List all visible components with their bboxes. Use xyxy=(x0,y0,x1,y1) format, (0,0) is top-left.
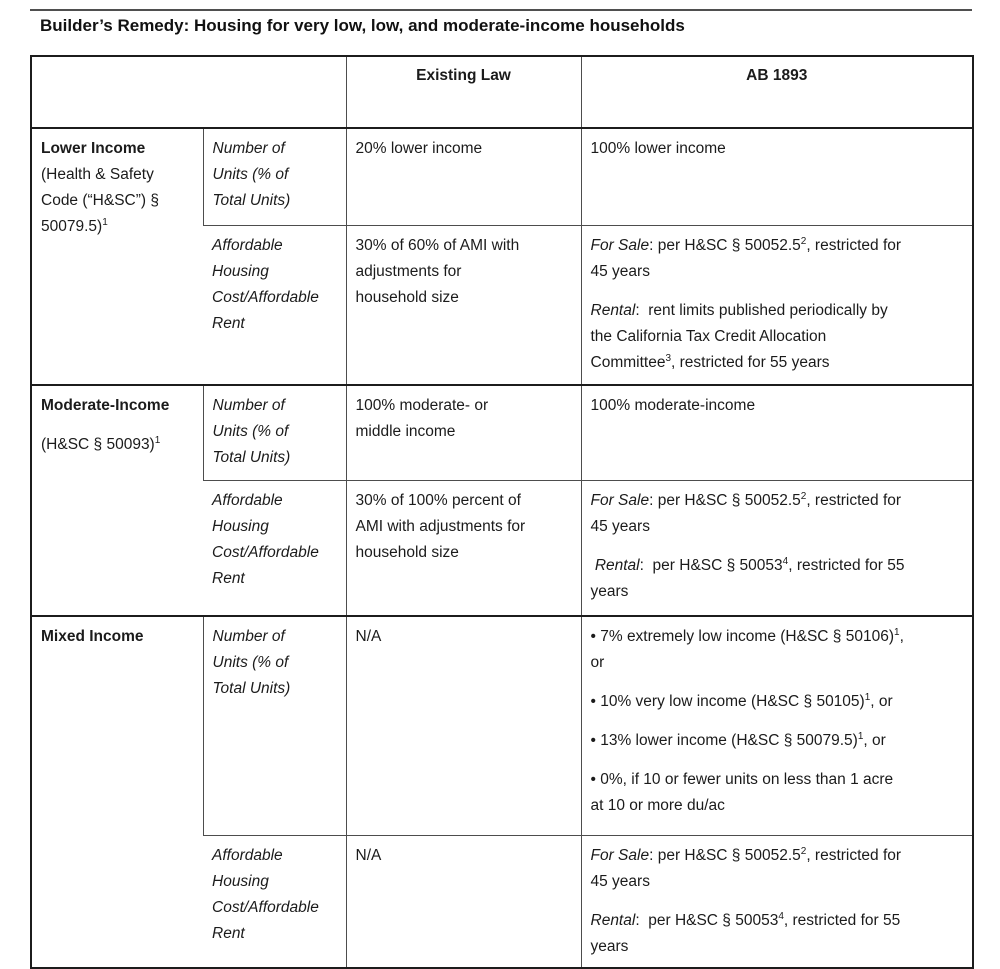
cell-moderate-income-label: Moderate-Income (H&SC § 50093)$^1$ xyxy=(31,385,203,616)
cell-mixed-units-sublabel: Number of Units (% of Total Units) xyxy=(203,616,346,835)
comparison-table xyxy=(30,55,974,969)
header-cell-existing-law: Existing Law xyxy=(346,56,581,128)
cell-mixed-income-label: Mixed Income xyxy=(31,616,203,968)
cell-lower-afford-existing: 30% of 60% of AMI with adjustments for household size xyxy=(346,225,581,385)
cell-lower-units-sublabel: Number of Units (% of Total Units) xyxy=(203,128,346,225)
cell-mixed-afford-sublabel: Affordable Housing Cost/Affordable Rent xyxy=(203,835,346,968)
page-title: Builder’s Remedy: Housing for very low, low, and moderate-income households xyxy=(40,16,685,35)
cell-moderate-afford-ab1893: For Sale: per H&SC § 50052.5$^2$, restricted for 45 years Rental: per H&SC § 50053$^4$, restricted for 55 years xyxy=(581,480,973,616)
cell-mixed-afford-ab1893: For Sale: per H&SC § 50052.5$^2$, restricted for 45 years Rental: per H&SC § 50053$^4$, restricted for 55 years xyxy=(581,835,973,968)
cell-lower-units-ab1893: 100% lower income xyxy=(581,128,973,225)
row-moderate-units xyxy=(31,385,973,480)
top-divider-rule xyxy=(30,9,972,11)
header-cell-empty xyxy=(31,56,346,128)
cell-moderate-units-existing: 100% moderate- or middle income xyxy=(346,385,581,480)
header-cell-ab1893: AB 1893 xyxy=(581,56,973,128)
cell-mixed-units-existing: N/A xyxy=(346,616,581,835)
cell-moderate-afford-existing: 30% of 100% percent of AMI with adjustments for household size xyxy=(346,480,581,616)
cell-mixed-afford-existing: N/A xyxy=(346,835,581,968)
cell-lower-income-label: Lower Income (Health & Safety Code (“H&SC”) § 50079.5)$^1$ xyxy=(31,128,203,385)
cell-lower-afford-sublabel: Affordable Housing Cost/Affordable Rent xyxy=(203,225,346,385)
row-lower-units xyxy=(31,128,973,225)
cell-mixed-units-ab1893: • 7% extremely low income (H&SC § 50106)$^1$, or • 10% very low income (H&SC § 50105)$^1$, or • 13% lower income (H&SC § 50079.5)$^1$, or • 0%, if 10 or fewer units on less than 1 acre at 10 or more du/ac xyxy=(581,616,973,835)
cell-moderate-afford-sublabel: Affordable Housing Cost/Affordable Rent xyxy=(203,480,346,616)
cell-lower-units-existing: 20% lower income xyxy=(346,128,581,225)
cell-moderate-units-ab1893: 100% moderate-income xyxy=(581,385,973,480)
cell-moderate-units-sublabel: Number of Units (% of Total Units) xyxy=(203,385,346,480)
header-row xyxy=(31,56,973,128)
cell-lower-afford-ab1893: For Sale: per H&SC § 50052.5$^2$, restricted for 45 years Rental: rent limits published periodically by the California Tax Credit Allocation Committee$^3$, restricted for 55 years xyxy=(581,225,973,385)
row-mixed-units xyxy=(31,616,973,835)
